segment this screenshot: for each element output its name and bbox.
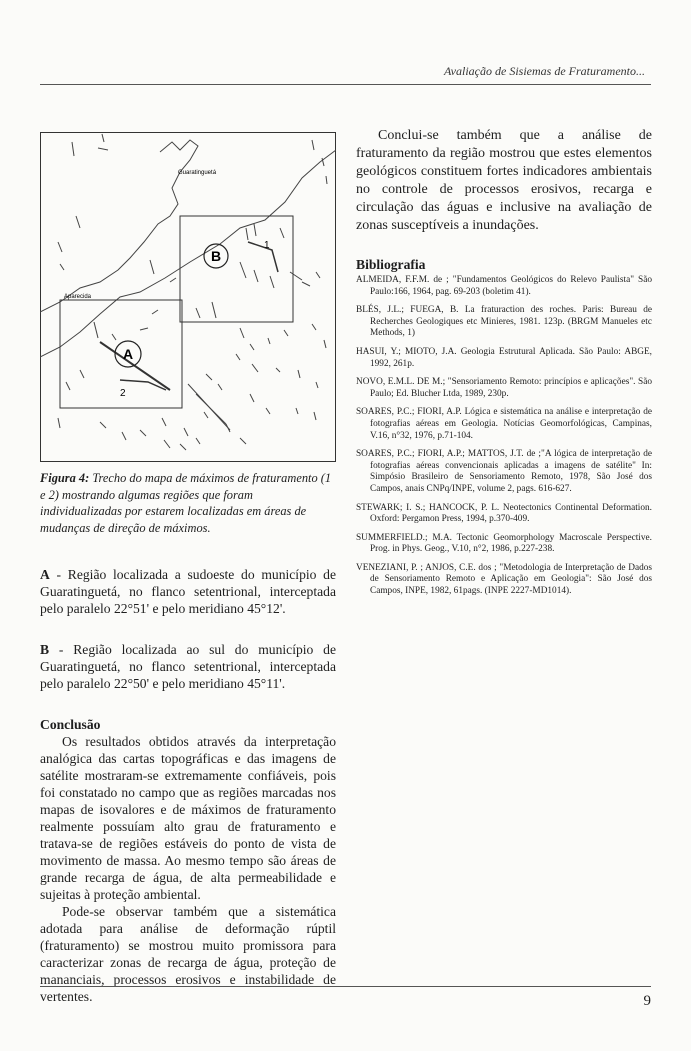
city-north-label: Guaratinguetá [178, 170, 217, 176]
region-b-text: - Região localizada ao sul do município de Guaratinguetá, no flanco setentrional, interceptada pelo paralelo 22°50' e pelo meridiano 45°11'. [40, 642, 336, 691]
reference-list [356, 275, 652, 598]
reference-item: NOVO, E.M.L. DE M.; "Sensoriamento Remoto: princípios e aplicações". São Paulo; Ed. Blucher Ltda, 1989, 230p. [356, 377, 652, 399]
figure-map [40, 132, 336, 462]
city-west-label: Aparecida [64, 294, 92, 300]
reference-item: STEWARK; I. S.; HANCOCK, P. L. Neotectonics Continental Deformation. Oxford: Pergamon Press, 1994, p.370-409. [356, 502, 652, 525]
reference-item: HASUI, Y.; MIOTO, J.A. Geologia Estrutural Aplicada. São Paulo: ABGE, 1992, 261p. [356, 346, 652, 369]
header-rule [40, 84, 651, 85]
reference-item: BLÉS, J.L.; FUEGA, B. La fraturaction des roches. Paris: Bureau de Recherches Geologiques etc Minieres, 1981. 123p. (BRGM Manueles etc Methods, 1) [356, 305, 652, 339]
bibliography-heading: Bibliografia [356, 257, 426, 272]
figure-caption-text: Trecho do mapa de máximos de fraturamento (1 e 2) mostrando algumas regiões que foram individualizadas por estarem localizadas em áreas de mudanças de direção de máximos. [40, 471, 332, 535]
region-b-letter: B [40, 642, 50, 657]
region-b-label: B [210, 248, 222, 264]
conclusion-paragraph-2: Pode-se observar também que a sistemática adotada para análise de deformação rúptil (fraturamento) se mostrou muito promissora para caracterizar zonas de recarga de água, proteção de mananciais, processos erosivos e instabilidade de vertentes. [40, 904, 336, 1004]
figure-caption-label: Figura 4: [40, 471, 90, 485]
reference-item: SUMMERFIELD.; M.A. Tectonic Geomorphology Macroscale Perspective. Prog. in Phys. Geog., V.10, n°2, 1986, p.227-238. [356, 532, 652, 555]
fracture-map-svg [40, 132, 336, 462]
page-number: 9 [643, 993, 651, 1009]
region-a-paragraph [40, 566, 336, 617]
running-header: Avaliação de Sisiemas de Fraturamento... [444, 64, 645, 78]
region-a-label: A [122, 346, 134, 362]
reference-item: VENEZIANI, P. ; ANJOS, C.E. dos ; "Metodologia de Interpretação de Dados de Sensoriamento Remoto e Aplicação em Geologia": São José dos Campos, INPE, 1982, 61pags. (INPE 2227-MD1014). [356, 562, 652, 597]
reference-item: SOARES, P.C.; FIORI, A.P.; MATTOS, J.T. de ;"A lógica de interpretação de fotografias aéreas convencionais aplicadas a imagens de satélite" In: Simpósio Brasileiro de Sensoriamento Remoto, 1978, São José dos Campos, anais CNPq/INPE, volume 2, pags. 616-627. [356, 449, 652, 494]
intro-paragraph: Conclui-se também que a análise de fraturamento da região mostrou que estes elementos geológicos constituem fortes indicadores ambientais no controle de processos erosivos, recarga e circulação das águas e inclusive na avaliação de zonas susceptíveis a inundações. [356, 128, 652, 233]
region-a-letter: A [40, 567, 50, 582]
left-column [40, 132, 336, 1005]
conclusion-heading: Conclusão [40, 717, 101, 732]
region-a-text: - Região localizada a sudoeste do município de Guaratinguetá, no flanco setentrional, interceptada pelo paralelo 22°51' e pelo meridiano 45°12'. [40, 567, 336, 616]
right-column [356, 127, 652, 605]
reference-item: ALMEIDA, F.F.M. de ; "Fundamentos Geológicos do Relevo Paulista" São Paulo:166, 1964, pag. 69-203 (boletim 41). [356, 275, 652, 297]
marker-2-label: 2 [120, 388, 126, 399]
region-b-paragraph [40, 641, 336, 692]
figure-caption [40, 470, 336, 536]
marker-1-label: 1 [264, 240, 270, 251]
footer-rule [40, 986, 651, 987]
conclusion-paragraph-1: Os resultados obtidos através da interpretação analógica das cartas topográficas e das imagens de satélite mostraram-se extremamente confiáveis, pois foi constatado no campo que as regiões marcadas nos mapas de isovalores e de máximos de fraturamento realmente possuíam alto grau de fraturamento e tratava-se de regiões estáveis do ponto de vista de movimento de massa. Ao mesmo tempo são áreas de grande recarga de água, de alta permeabilidade e sujeitas à proteção ambiental. [40, 734, 336, 902]
reference-item: SOARES, P.C.; FIORI, A.P. Lógica e sistemática na análise e interpretação de fotografias aéreas em Geologia. Notícias Geomorfológicas, Campinas, V.16, n°32, 1976, p.71-104. [356, 407, 652, 441]
